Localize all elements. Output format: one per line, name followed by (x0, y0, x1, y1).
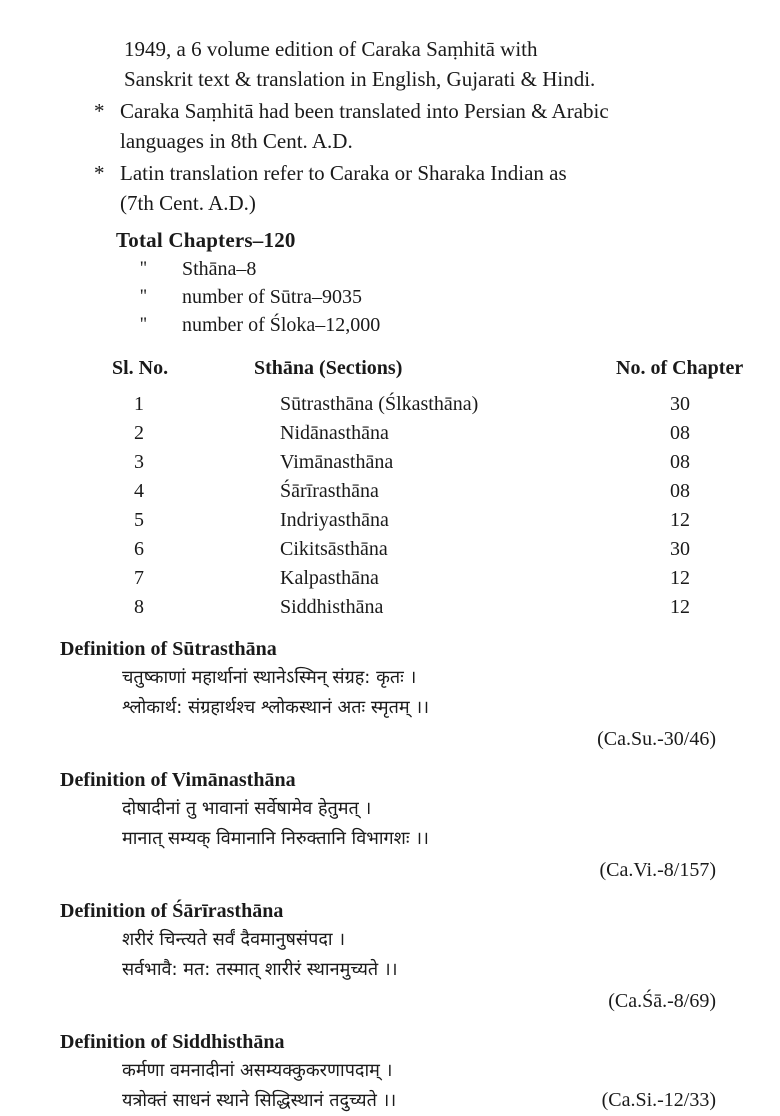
definition-verse (56, 794, 740, 854)
table-header-row (112, 353, 744, 383)
sthana-table (56, 353, 744, 622)
table-row (112, 390, 740, 419)
bullet-line-2: (7th Cent. A.D.) (120, 191, 256, 215)
asterisk-icon: * (94, 99, 105, 123)
table-row (112, 593, 740, 622)
cell-chapter: 30 (670, 538, 690, 560)
verse-reference: (Ca.Śā.-8/69) (608, 990, 716, 1012)
definition-title: Definition of Siddhisthāna (60, 1031, 285, 1053)
column-header-sl-no: Sl. No. (112, 357, 169, 379)
verse-reference: (Ca.Vi.-8/157) (599, 859, 716, 881)
intro-line-1: 1949, a 6 volume edition of Caraka Saṃhitā with (124, 37, 538, 61)
cell-sthana: Siddhisthāna (280, 596, 384, 618)
verse-line-2: श्लोकार्थ: संग्रहार्थश्च श्लोकस्थानं अतः स्मृतम् ।। (122, 697, 430, 718)
cell-chapter: 08 (670, 422, 690, 444)
table-row (112, 477, 740, 506)
cell-chapter: 12 (670, 509, 690, 531)
verse-reference: (Ca.Su.-30/46) (597, 728, 716, 750)
ditto-text: number of Sūtra–9035 (182, 286, 362, 308)
verse-line-1: कर्मणा वमनादीनां असम्यक्कुकरणापदाम् । (122, 1060, 393, 1081)
bullet-item (56, 96, 740, 156)
bullet-line-2: languages in 8th Cent. A.D. (120, 129, 353, 153)
column-header-sthana: Sthāna (Sections) (254, 357, 403, 379)
bullet-line-1: Latin translation refer to Caraka or Sharaka Indian as (120, 161, 567, 185)
cell-sthana: Cikitsāsthāna (280, 538, 388, 560)
definition-verse (56, 925, 740, 985)
definition-title: Definition of Sūtrasthāna (60, 638, 277, 660)
ditto-text: number of Śloka–12,000 (182, 314, 381, 336)
table-row (112, 535, 740, 564)
cell-sl-no: 7 (134, 567, 144, 589)
cell-sthana: Nidānasthāna (280, 422, 389, 444)
cell-sl-no: 1 (134, 393, 144, 415)
bullet-item (56, 158, 740, 218)
definition-block (56, 766, 740, 884)
definition-block (56, 635, 740, 753)
verse-line-1: शरीरं चिन्त्यते सर्वं दैवमानुषसंपदा । (122, 929, 346, 950)
total-chapters-heading: Total Chapters–120 (116, 228, 296, 252)
cell-chapter: 12 (670, 567, 690, 589)
cell-sl-no: 4 (134, 480, 144, 502)
ditto-text: Sthāna–8 (182, 258, 257, 280)
cell-sl-no: 2 (134, 422, 144, 444)
bullet-line-1: Caraka Saṃhitā had been translated into Persian & Arabic (120, 99, 609, 123)
intro-line-2: Sanskrit text & translation in English, Gujarati & Hindi. (124, 67, 596, 91)
cell-sthana: Sūtrasthāna (Ślkasthāna) (280, 393, 479, 415)
definition-title: Definition of Śārīrasthāna (60, 900, 284, 922)
ditto-mark: '' (140, 258, 147, 279)
cell-chapter: 08 (670, 480, 690, 502)
ditto-line (56, 255, 740, 283)
bullet-text (120, 158, 740, 218)
cell-sl-no: 6 (134, 538, 144, 560)
cell-sthana: Vimānasthāna (280, 451, 394, 473)
definition-verse (56, 663, 740, 723)
cell-chapter: 08 (670, 451, 690, 473)
cell-chapter: 30 (670, 393, 690, 415)
cell-sl-no: 5 (134, 509, 144, 531)
ditto-line (56, 311, 740, 339)
cell-sl-no: 3 (134, 451, 144, 473)
ditto-mark: '' (140, 286, 147, 307)
ditto-mark: '' (140, 314, 147, 335)
cell-sthana: Kalpasthāna (280, 567, 379, 589)
verse-line-2: सर्वभावै: मत: तस्मात् शारीरं स्थानमुच्यते ।। (122, 959, 398, 980)
bullet-text (120, 96, 740, 156)
verse-line-2: मानात् सम्यक् विमानानि निरुक्तानि विभागशः ।। (122, 828, 429, 849)
cell-sthana: Indriyasthāna (280, 509, 389, 531)
cell-sl-no: 8 (134, 596, 144, 618)
asterisk-icon: * (94, 161, 105, 185)
verse-reference: (Ca.Si.-12/33) (601, 1089, 716, 1111)
intro-paragraph (56, 34, 740, 94)
table-row (112, 506, 740, 535)
verse-line-1: दोषादीनां तु भावानां सर्वेषामेव हेतुमत् । (122, 798, 372, 819)
ditto-line (56, 283, 740, 311)
column-header-chapter: No. of Chapter (616, 357, 744, 379)
cell-chapter: 12 (670, 596, 690, 618)
table-row (112, 448, 740, 477)
definition-block (56, 897, 740, 1015)
verse-line-2: यत्रोक्तं साधनं स्थाने सिद्धिस्थानं तदुच्यते ।। (122, 1090, 397, 1111)
definition-block (56, 1028, 740, 1114)
table-row (112, 564, 740, 593)
verse-line-1: चतुष्काणां महार्थानां स्थानेऽस्मिन् संग्रह: कृतः । (122, 667, 417, 688)
definition-title: Definition of Vimānasthāna (60, 769, 296, 791)
cell-sthana: Śārīrasthāna (280, 480, 379, 502)
table-row (112, 419, 740, 448)
